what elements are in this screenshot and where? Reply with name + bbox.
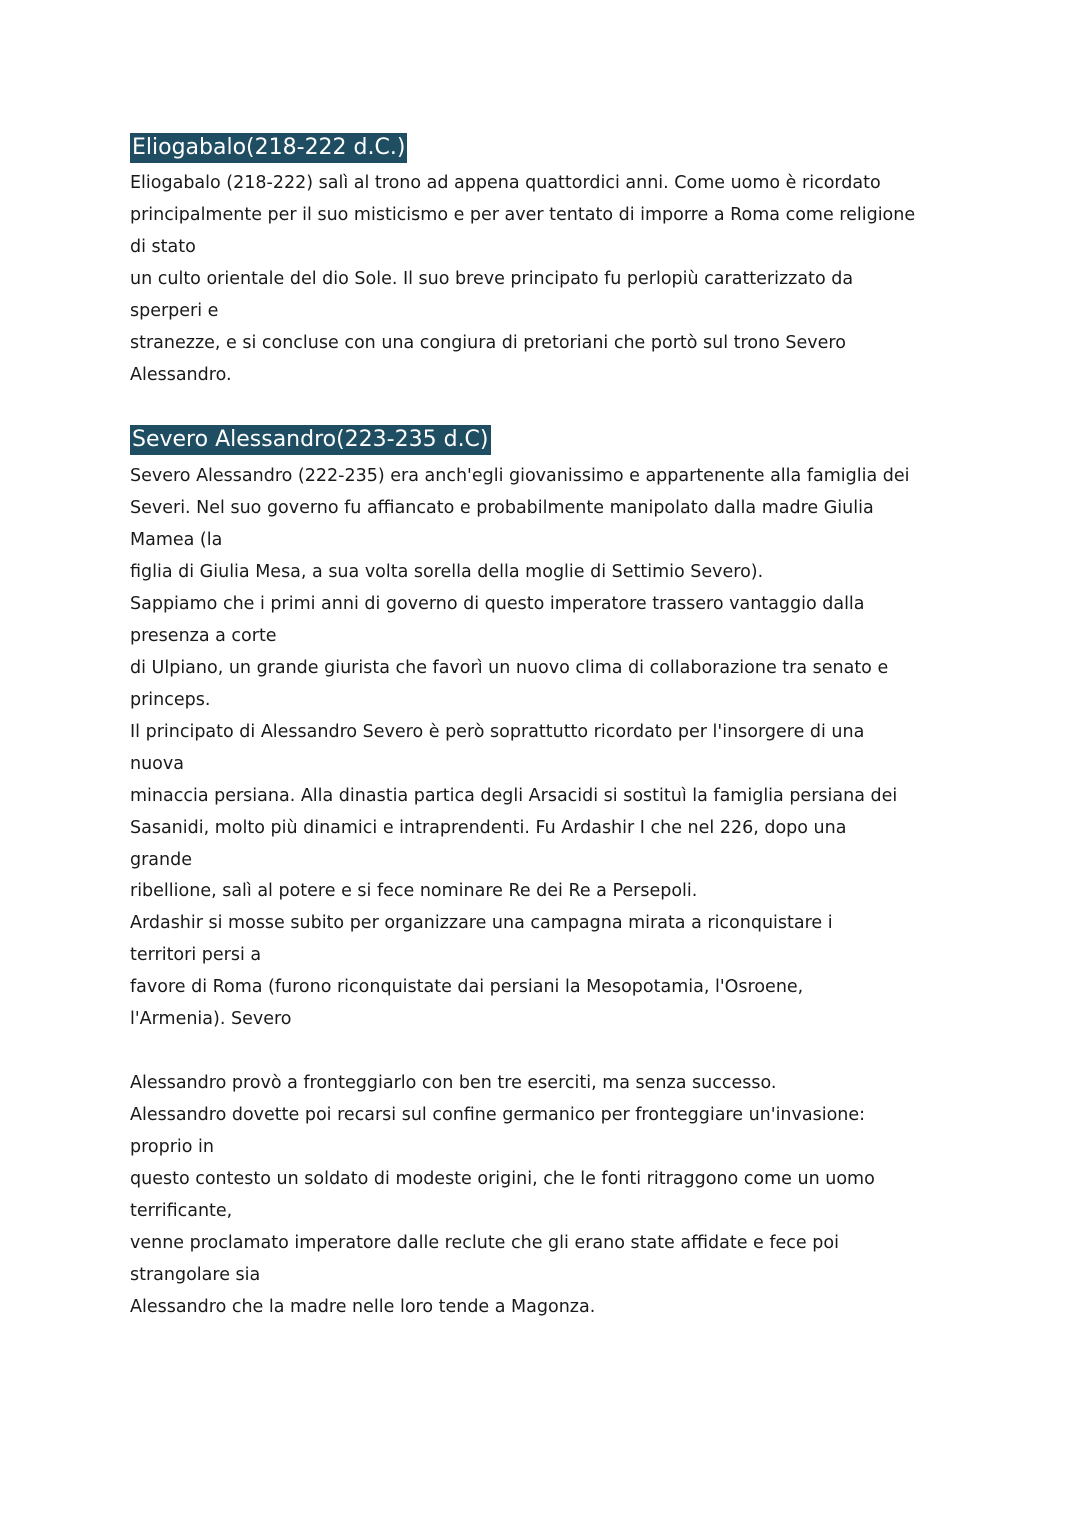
- paragraph-line: proprio in: [130, 1137, 215, 1157]
- paragraph-line: Alessandro che la madre nelle loro tende a Magonza.: [130, 1297, 596, 1317]
- paragraph-line: figlia di Giulia Mesa, a sua volta sorella della moglie di Settimio Severo).: [130, 562, 764, 582]
- paragraph-line: Il principato di Alessandro Severo è però soprattutto ricordato per l'insorgere di una: [130, 722, 865, 742]
- paragraph-line: di stato: [130, 237, 196, 257]
- paragraph-line: l'Armenia). Severo: [130, 1009, 292, 1029]
- paragraph-line: princeps.: [130, 690, 211, 710]
- paragraph-line: minaccia persiana. Alla dinastia partica degli Arsacidi si sostituì la famiglia persiana dei: [130, 786, 898, 806]
- paragraph-line: nuova: [130, 754, 184, 774]
- section-heading-eliogabalo: Eliogabalo(218-222 d.C.): [130, 133, 407, 163]
- paragraph-line: territori persi a: [130, 945, 262, 965]
- paragraph-line: sperperi e: [130, 301, 219, 321]
- paragraph-line: Sasanidi, molto più dinamici e intraprendenti. Fu Ardashir I che nel 226, dopo una: [130, 818, 847, 838]
- paragraph-line: terrificante,: [130, 1201, 233, 1221]
- paragraph-line: Mamea (la: [130, 530, 223, 550]
- paragraph-line: Severo Alessandro (222-235) era anch'egli giovanissimo e appartenente alla famiglia dei: [130, 466, 910, 486]
- paragraph-line: strangolare sia: [130, 1265, 261, 1285]
- paragraph-line: Severi. Nel suo governo fu affiancato e probabilmente manipolato dalla madre Giulia: [130, 498, 874, 518]
- paragraph-line: favore di Roma (furono riconquistate dai persiani la Mesopotamia, l'Osroene,: [130, 977, 804, 997]
- paragraph-line: Alessandro dovette poi recarsi sul confine germanico per fronteggiare un'invasione:: [130, 1105, 866, 1125]
- paragraph-line: presenza a corte: [130, 626, 277, 646]
- paragraph-line: principalmente per il suo misticismo e per aver tentato di imporre a Roma come religione: [130, 205, 916, 225]
- paragraph-line: grande: [130, 850, 192, 870]
- paragraph-line: stranezze, e si concluse con una congiura di pretoriani che portò sul trono Severo: [130, 333, 846, 353]
- section-heading-severo-alessandro: Severo Alessandro(223-235 d.C): [130, 425, 491, 455]
- paragraph-line: venne proclamato imperatore dalle reclute che gli erano state affidate e fece poi: [130, 1233, 839, 1253]
- paragraph-line: questo contesto un soldato di modeste origini, che le fonti ritraggono come un uomo: [130, 1169, 875, 1189]
- paragraph-line: Ardashir si mosse subito per organizzare una campagna mirata a riconquistare i: [130, 913, 833, 933]
- paragraph-line: ribellione, salì al potere e si fece nominare Re dei Re a Persepoli.: [130, 881, 698, 901]
- paragraph-line: di Ulpiano, un grande giurista che favorì un nuovo clima di collaborazione tra senato e: [130, 658, 889, 678]
- paragraph-line: Alessandro provò a fronteggiarlo con ben tre eserciti, ma senza successo.: [130, 1073, 777, 1093]
- paragraph-line: Eliogabalo (218-222) salì al trono ad appena quattordici anni. Come uomo è ricordato: [130, 173, 881, 193]
- paragraph-line: Sappiamo che i primi anni di governo di questo imperatore trassero vantaggio dalla: [130, 594, 865, 614]
- paragraph-line: un culto orientale del dio Sole. Il suo breve principato fu perlopiù caratterizzato da: [130, 269, 854, 289]
- paragraph-line: Alessandro.: [130, 365, 232, 385]
